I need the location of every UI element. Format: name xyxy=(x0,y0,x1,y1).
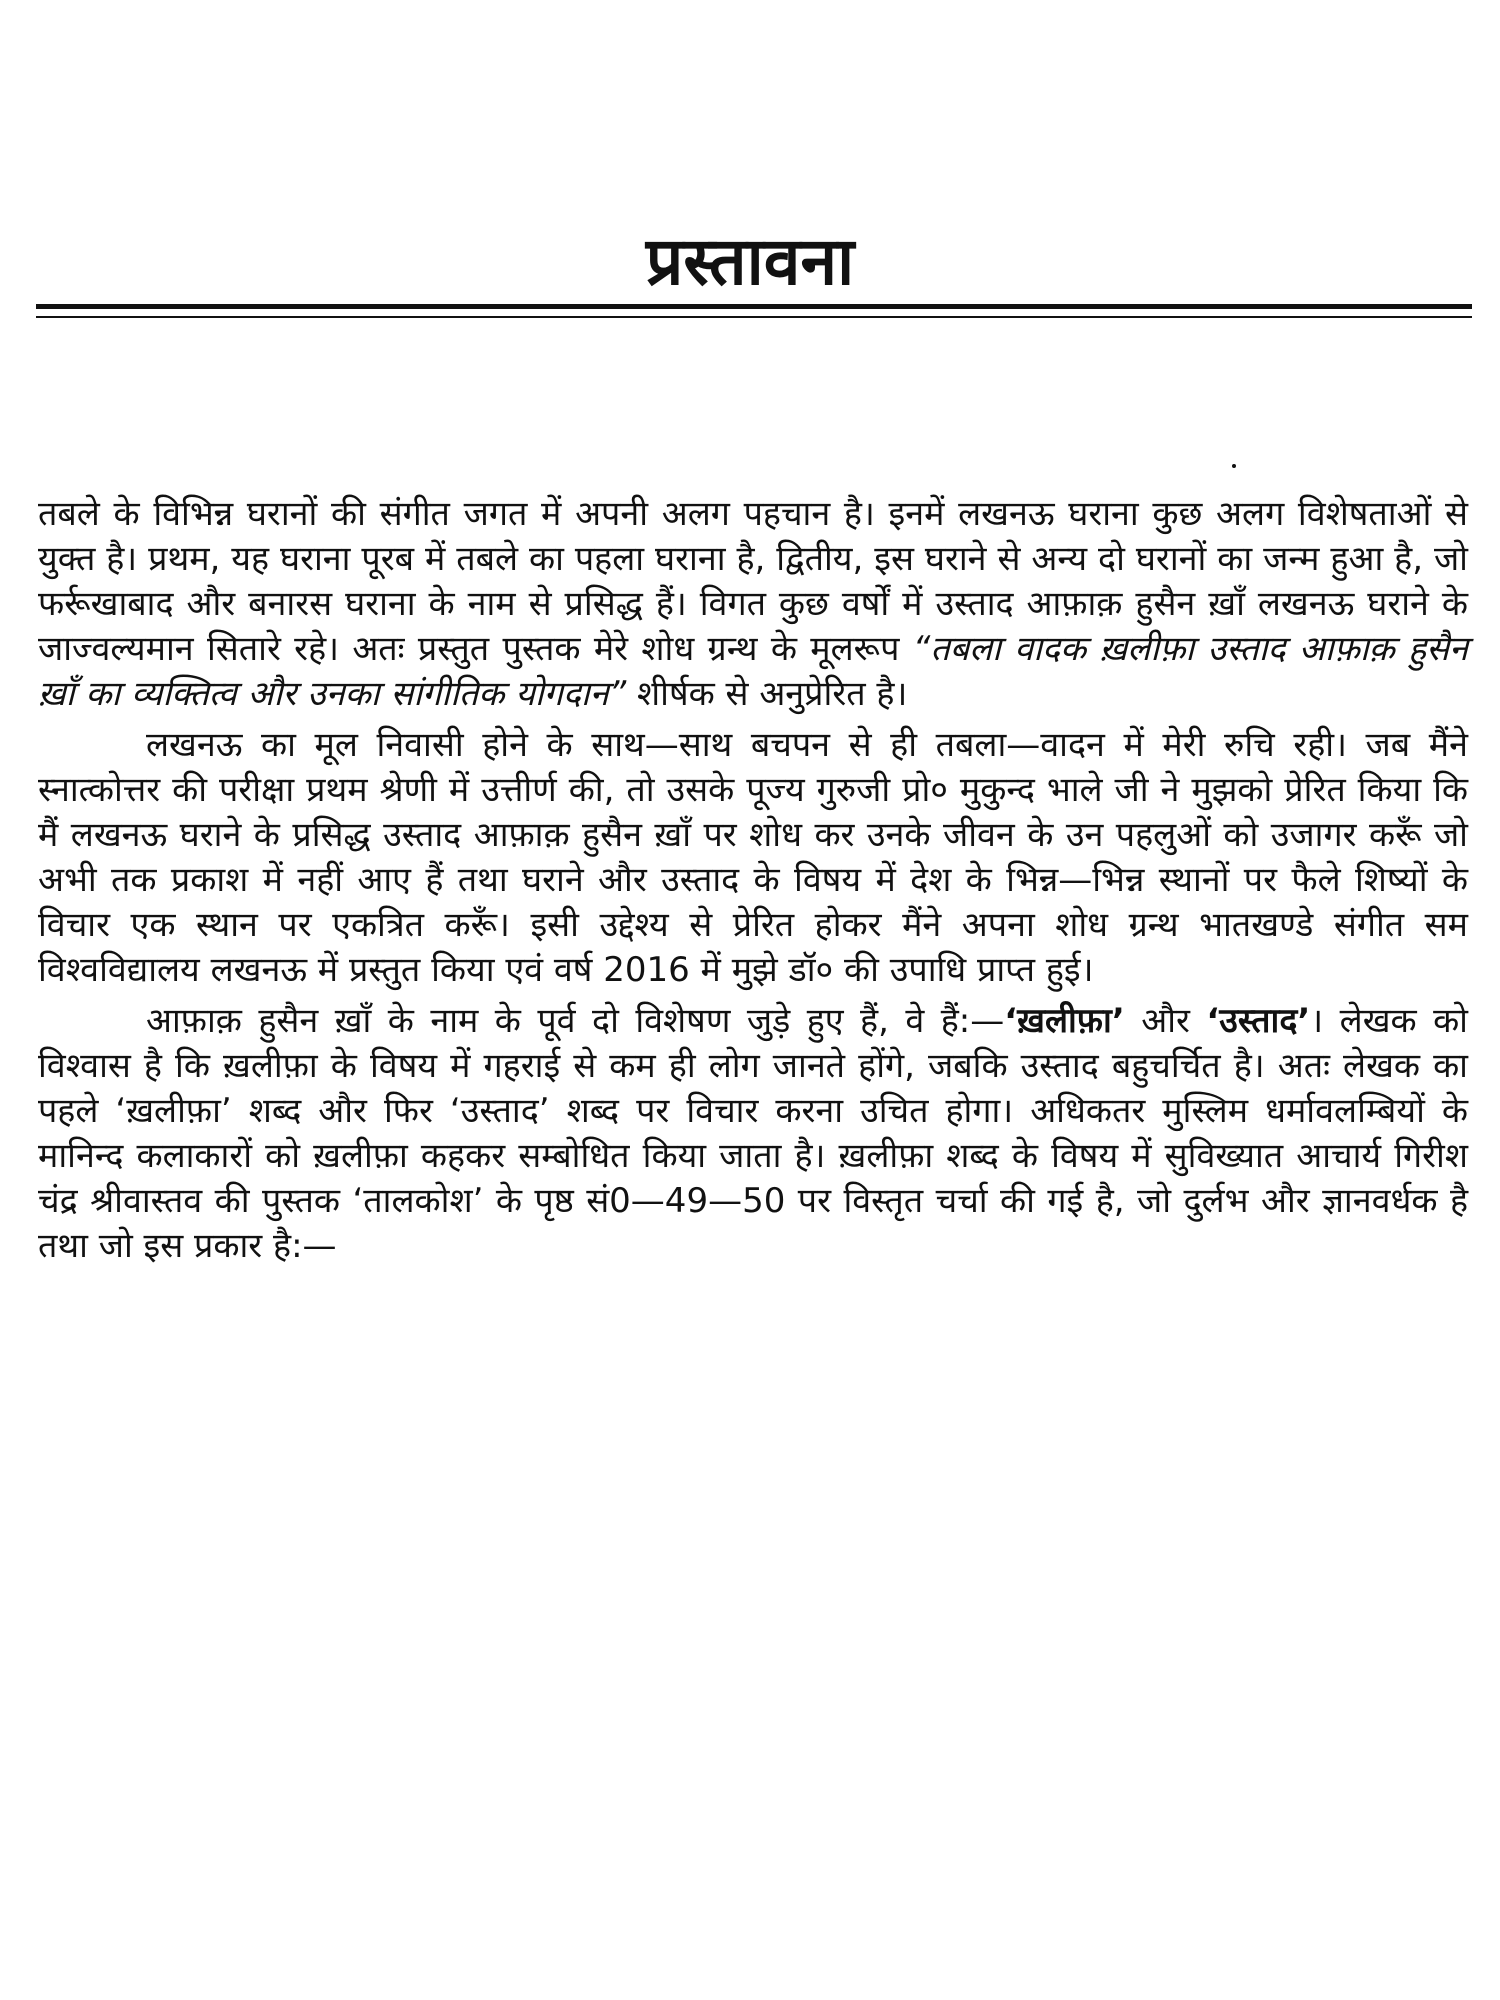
paragraph-1-text-b: शीर्षक से अनुप्रेरित है। xyxy=(637,674,908,714)
title-rule-thin xyxy=(36,316,1472,318)
paragraph-2-text: लखनऊ का मूल निवासी होने के साथ—साथ बचपन से ही तबला—वादन में मेरी रुचि रही। जब मैंने स्नात्कोत्तर की परीक्षा प्रथम श्रेणी में उत्तीर्ण की, तो उसके पूज्य गुरुजी प्रो० मुकुन्द भाले जी ने मुझको प्रेरित किया कि मैं लखनऊ घराने के प्रसिद्ध उस्ताद आफ़ाक़ हुसैन ख़ाँ पर शोध कर उनके जीवन के उन पहलुओं को उजागर करूँ जो अभी तक प्रकाश में नहीं आए हैं तथा घराने और उस्ताद के विषय में देश के भिन्न—भिन्न स्थानों पर फैले शिष्यों के विचार एक स्थान पर एकत्रित करूँ। इसी उद्देश्य से प्रेरित होकर मैंने अपना शोध ग्रन्थ भातखण्डे संगीत सम विश्वविद्यालय लखनऊ में प्रस्तुत किया एवं वर्ष 2016 में मुझे डॉ० की उपाधि प्राप्त हुई। xyxy=(38,725,1468,990)
print-speck xyxy=(1232,464,1236,468)
paragraph-3-text-a: आफ़ाक़ हुसैन ख़ाँ के नाम के पूर्व दो विशेषण जुड़े हुए हैं, वे हैं:— xyxy=(146,1001,1005,1041)
title-rule-thick xyxy=(36,304,1472,309)
paragraph-3-text-b: और xyxy=(1141,1001,1190,1041)
paragraph-1 xyxy=(38,492,1468,717)
page-title: प्रस्तावना xyxy=(645,223,855,300)
paragraph-3-text-c: । लेखक को विश्वास है कि ख़लीफ़ा के विषय में गहराई से कम ही लोग जानते होंगे, जबकि उस्ताद बहुचर्चित है। अतः लेखक का पहले ‘ख़लीफ़ा’ शब्द और फिर ‘उस्ताद’ शब्द पर विचार करना उचित होगा। अधिकतर मुस्लिम धर्मावलम्बियों के मानिन्द कलाकारों को ख़लीफ़ा कहकर सम्बोधित किया जाता है। ख़लीफ़ा शब्द के विषय में सुविख्यात आचार्य गिरीश चंद्र श्रीवास्तव की पुस्तक ‘तालकोश’ के पृष्ठ सं0—49—50 पर विस्तृत चर्चा की गई है, जो दुर्लभ और ज्ञानवर्धक है तथा जो इस प्रकार है:— xyxy=(38,1001,1468,1266)
term-khalifa-bold: ‘ख़लीफ़ा’ xyxy=(1004,1001,1125,1041)
term-ustad-bold: ‘उस्ताद’ xyxy=(1206,1001,1311,1041)
paragraph-3 xyxy=(38,999,1468,1269)
thesis-title-italic: “तबला वादक ख़लीफ़ा उस्ताद आफ़ाक़ हुसैन ख़ाँ का व्यक्तित्व और उनका सांगीतिक योगदान” xyxy=(38,629,1469,714)
body-text xyxy=(38,492,1468,1275)
paragraph-1-text-a: तबले के विभिन्न घरानों की संगीत जगत में अपनी अलग पहचान है। इनमें लखनऊ घराना कुछ अलग विशेषताओं से युक्त है। प्रथम, यह घराना पूरब में तबले का पहला घराना है, द्वितीय, इस घराने से अन्य दो घरानों का जन्म हुआ है, जो फर्रूखाबाद और बनारस घराना के नाम से प्रसिद्ध हैं। विगत कुछ वर्षों में उस्ताद आफ़ाक़ हुसैन ख़ाँ लखनऊ घराने के जाज्वल्यमान सितारे रहे। अतः प्रस्तुत पुस्तक मेरे शोध ग्रन्थ के मूलरूप xyxy=(38,494,1468,669)
paragraph-2 xyxy=(38,723,1468,993)
